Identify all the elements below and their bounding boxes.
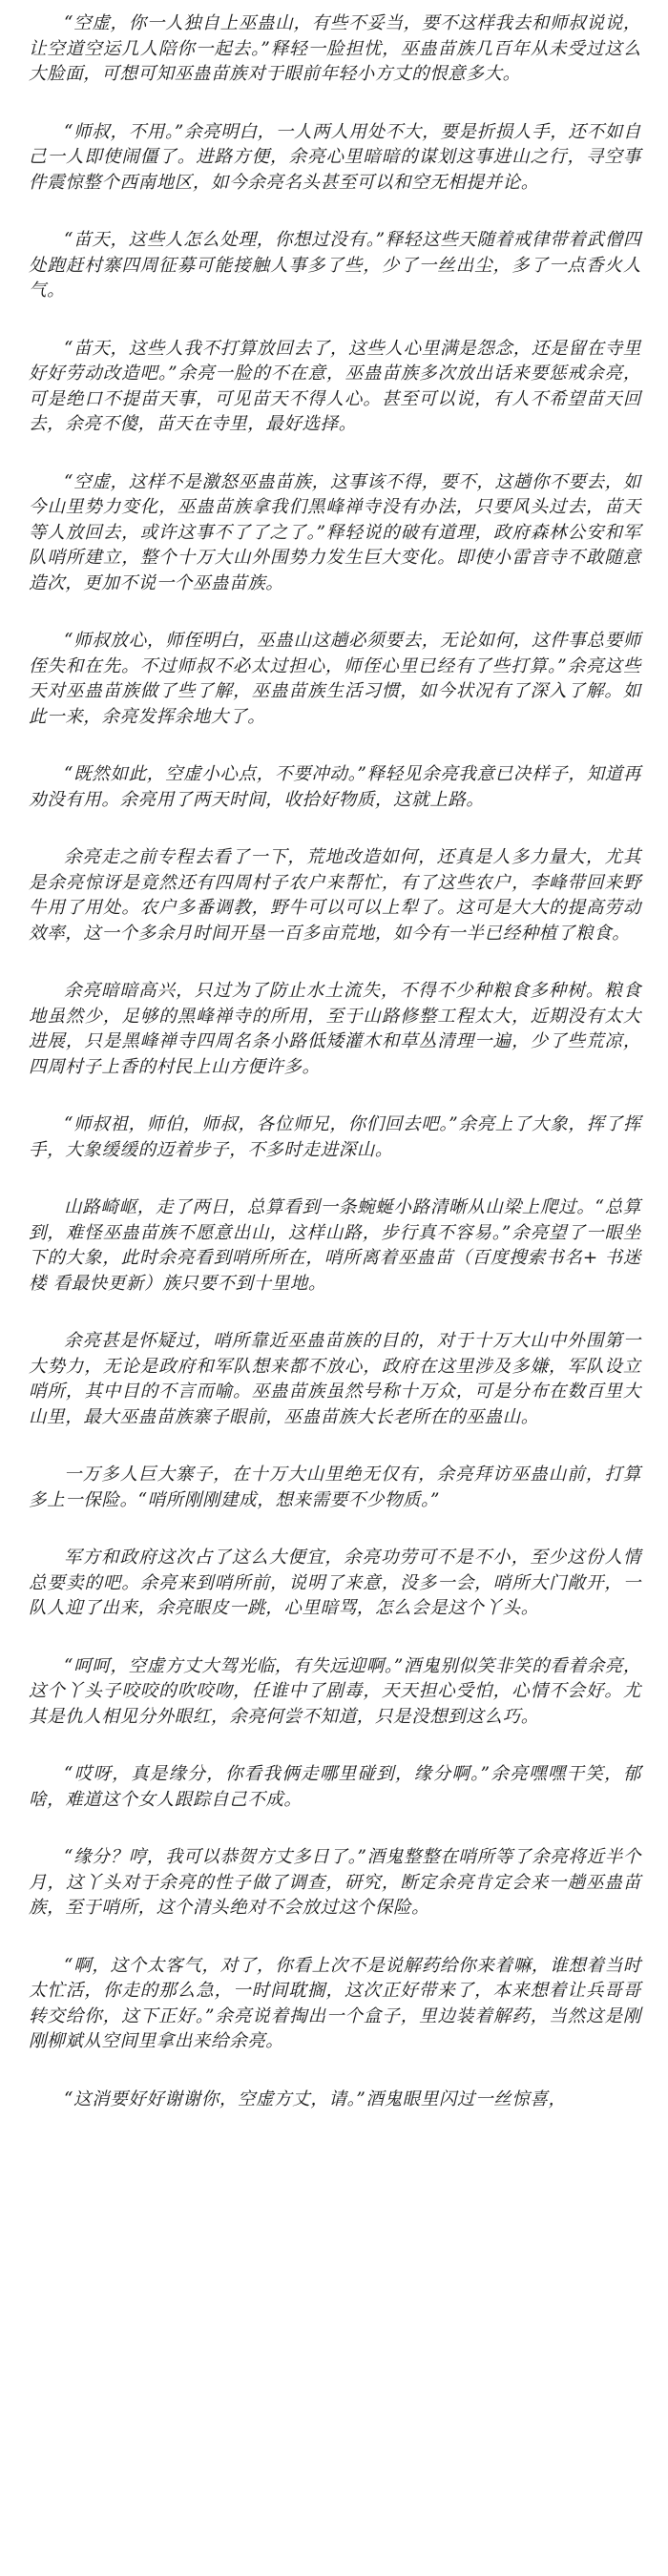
paragraph-5: “空虚，这样不是激怒巫蛊苗族，这事该不得，要不，这趟你不要去，如今山里势力变化，巫蛊苗族拿我们黑峰禅寺没有办法，只要风头过去，苗天等人放回去，或许这事不了了之了。”释轻说的破有道理，政府森林公安和军队哨所建立，整个十万大山外围势力发生巨大变化。即使小雷音寺不敢随意造次，更加不说一个巫蛊苗族。 [29,471,641,593]
paragraph-11: 山路崎岖，走了两日，总算看到一条蜿蜒小路清晰从山梁上爬过。“总算到，难怪巫蛊苗族不愿意出山，这样山路，步行真不容易。”余亮望了一眼坐下的大象，此时余亮看到哨所所在，哨所离着巫蛊苗（百度搜索书名+ 书迷楼 看最快更新）族只要不到十里地。 [29,1197,641,1294]
paragraph-2: “师叔，不用。”余亮明白，一人两人用处不大，要是折损人手，还不如自己一人即使闹僵了。进路方便，余亮心里暗暗的谋划这事进山之行，寻空事件震惊整个西南地区，如今余亮名头甚至可以和空无相提并论。 [29,121,641,193]
paragraph-16: “哎呀，真是缘分，你看我俩走哪里碰到，缘分啊。”余亮嘿嘿干笑，郁啥，难道这个女人跟踪自己不成。 [29,1764,641,1810]
paragraph-7: “既然如此，空虚小心点，不要冲动。”释轻见余亮我意已决样子，知道再劝没有用。余亮用了两天时间，收拾好物质，这就上路。 [29,764,641,810]
paragraph-3: “苗天，这些人怎么处理，你想过没有。”释轻这些天随着戒律带着武僧四处跑赶村寨四周征募可能接触人事多了些，少了一丝出尘，多了一点香火人气。 [29,230,641,301]
paragraph-13: 一万多人巨大寨子，在十万大山里绝无仅有，余亮拜访巫蛊山前，打算多上一保险。“哨所刚刚建成，想来需要不少物质。” [29,1465,641,1510]
paragraph-14: 军方和政府这次占了这么大便宜，余亮功劳可不是不小，至少这份人情总要卖的吧。余亮来到哨所前，说明了来意，没多一会，哨所大门敞开，一队人迎了出来，余亮眼皮一跳，心里暗骂，怎么会是这个丫头。 [29,1548,641,1618]
paragraph-1: “空虚，你一人独自上巫蛊山，有些不妥当，要不这样我去和师叔说说，让空道空运几人陪你一起去。”释轻一脸担忧，巫蛊苗族几百年从未受过这么大脸面，可想可知巫蛊苗族对于眼前年轻小方丈的恨意多大。 [29,13,641,84]
paragraph-17: “缘分？哼，我可以恭贺方丈多日了。”酒鬼整整在哨所等了余亮将近半个月，这丫头对于余亮的性子做了调查，研究，断定余亮肯定会来一趟巫蛊苗族，至于哨所，这个清头绝对不会放过这个保险。 [29,1847,641,1918]
paragraph-4: “苗天，这些人我不打算放回去了，这些人心里满是怨念，还是留在寺里好好劳动改造吧。”余亮一脸的不在意，巫蛊苗族多次放出话来要惩戒余亮，可是绝口不提苗天事，可见苗天不得人心。甚至可以说，有人不希望苗天回去，余亮不傻，苗天在寺里，最好选择。 [29,338,641,434]
paragraph-19: “这消要好好谢谢你，空虚方丈，请。”酒鬼眼里闪过一丝惊喜， [64,2088,567,2109]
paragraph-10: “师叔祖，师伯，师叔，各位师兄，你们回去吧。”余亮上了大象，挥了挥手，大象缓缓的迈着步子，不多时走进深山。 [29,1114,641,1160]
paragraph-8: 余亮走之前专程去看了一下，荒地改造如何，还真是人多力量大，尤其是余亮惊讶是竟然还有四周村子农户来帮忙，有了这些农户，李峰带回来野牛用了用处。农户多番调教，野牛可以可以上犁了。这可是大大的提高劳动效率，这一个多余月时间开垦一百多亩荒地，如今有一半已经种植了粮食。 [29,847,641,944]
paragraph-9: 余亮暗暗高兴，只过为了防止水土流失，不得不少种粮食多种树。粮食地虽然少，足够的黑峰禅寺的所用，至于山路修整工程太大，近期没有太大进展，只是黑峰禅寺四周名条小路低矮灌木和草丛清理一遍，少了些荒凉，四周村子上香的村民上山方便许多。 [29,981,641,1077]
paragraph-6: “师叔放心，师侄明白，巫蛊山这趟必须要去，无论如何，这件事总要师侄失和在先。不过师叔不必太过担心，师侄心里已经有了些打算。”余亮这些天对巫蛊苗族做了些了解，巫蛊苗族生活习惯，如今状况有了深入了解。如此一来，余亮发挥余地大了。 [29,631,641,727]
paragraph-15: “呵呵，空虚方丈大驾光临，有失远迎啊。”酒鬼别似笑非笑的看着余亮，这个丫头子咬咬的吹咬吻，任谁中了剧毒，天天担心受怕，心情不会好。尤其是仇人相见分外眼红，余亮何尝不知道，只是没想到这么巧。 [29,1655,641,1727]
paragraph-18: “啊，这个太客气，对了，你看上次不是说解药给你来着嘛，谁想着当时太忙活，你走的那么急，一时间耽搁，这次正好带来了，本来想着让兵哥哥转交给你，这下正好。”余亮说着掏出一个盒子，里边装着解药，当然这是刚刚柳斌从空间里拿出来给余亮。 [29,1955,641,2051]
paragraph-12: 余亮甚是怀疑过，哨所靠近巫蛊苗族的目的，对于十万大山中外围第一大势力，无论是政府和军队想来都不放心，政府在这里涉及多嫌，军队设立哨所，其中目的不言而喻。巫蛊苗族虽然号称十万众，可是分布在数百里大山里，最大巫蛊苗族寨子眼前，巫蛊苗族大长老所在的巫蛊山。 [29,1331,641,1427]
